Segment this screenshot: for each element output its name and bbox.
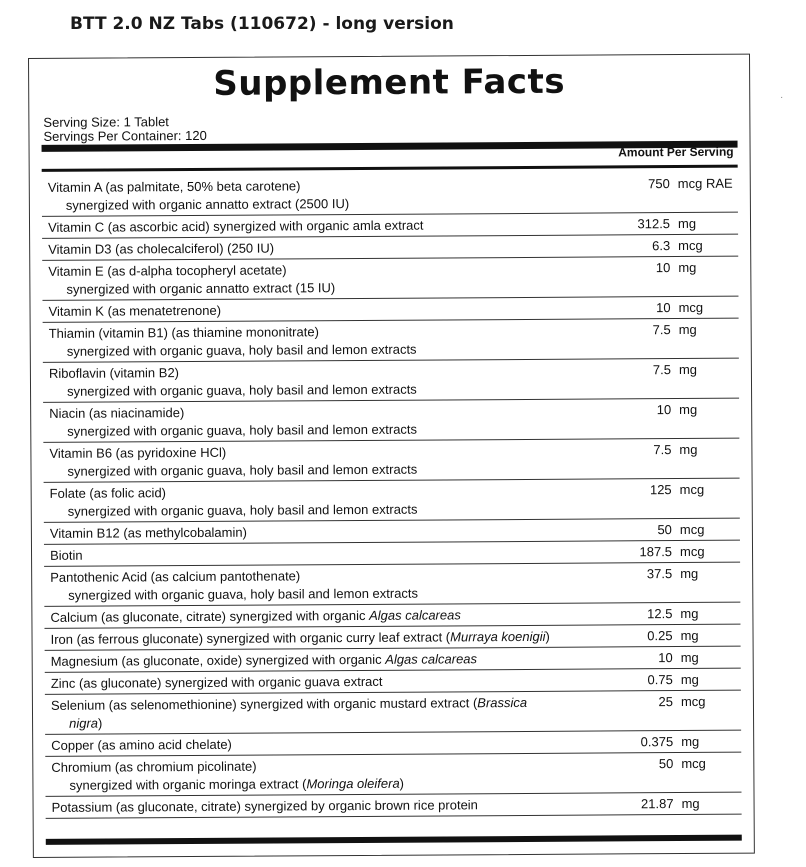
amount-unit: mcg xyxy=(680,693,706,710)
amount-value: 50 xyxy=(658,756,674,772)
nutrient-row xyxy=(44,563,740,607)
amount-value: 21.87 xyxy=(640,796,674,812)
nutrient-synergy: synergized with organic annatto extract (2500 IU) xyxy=(65,196,350,213)
nutrient-synergy: synergized with organic guava, holy basil and lemon extracts xyxy=(67,421,418,439)
amount-unit: mg xyxy=(680,671,699,688)
nutrient-synergy: synergized with organic guava, holy basil and lemon extracts xyxy=(66,341,417,359)
nutrient-row xyxy=(45,691,741,735)
nutrient-synergy: synergized with organic guava, holy basil and lemon extracts xyxy=(67,501,418,519)
amount-value: 10 xyxy=(658,650,673,666)
supplement-facts-panel xyxy=(28,54,755,858)
nutrient-name: Folate (as folic acid) xyxy=(49,485,167,501)
nutrient-amount xyxy=(620,605,740,624)
nutrient-name: Magnesium (as gluconate, oxide) synergized with organic Algas calcareas xyxy=(50,651,478,669)
nutrient-name: Vitamin B12 (as methylcobalamin) xyxy=(49,524,247,541)
serving-size: Serving Size: 1 Tablet xyxy=(43,114,169,130)
servings-per-container: Servings Per Container: 120 xyxy=(43,127,207,144)
nutrient-name: Zinc (as gluconate) synergized with organic guava extract xyxy=(50,673,383,691)
nutrient-row xyxy=(43,439,739,483)
nutrient-amount xyxy=(618,259,738,278)
nutrient-name: Chromium (as chromium picolinate) xyxy=(51,758,257,775)
amount-value: 10 xyxy=(656,300,671,316)
nutrient-row xyxy=(45,753,741,797)
nutrient-row xyxy=(44,479,740,523)
nutrient-name: Biotin xyxy=(49,547,83,563)
amount-unit: mcg xyxy=(679,543,705,560)
amount-unit: mg xyxy=(680,565,699,582)
amount-unit: mcg xyxy=(678,299,704,316)
amount-unit: mcg xyxy=(678,237,703,254)
amount-value: 25 xyxy=(658,694,673,710)
nutrient-name: Vitamin C (as ascorbic acid) synergized with organic amla extract xyxy=(47,217,424,235)
nutrient-name: Selenium (as selenomethionine) synergized with organic mustard extract (Brassica xyxy=(50,694,528,713)
amount-unit: mg xyxy=(679,441,698,458)
nutrient-amount xyxy=(620,521,740,540)
nutrient-row xyxy=(42,257,738,301)
nutrient-amount xyxy=(621,671,741,690)
amount-unit: mg xyxy=(680,627,699,644)
nutrient-amount xyxy=(621,733,741,752)
nutrient-amount xyxy=(618,175,738,194)
amount-unit: mcg xyxy=(679,521,705,538)
amount-value: 6.3 xyxy=(652,238,671,254)
nutrient-amount xyxy=(621,693,741,712)
nutrient-row xyxy=(43,319,739,363)
amount-unit: mcg xyxy=(679,481,705,498)
amount-unit: mg xyxy=(677,215,697,232)
nutrient-name: Copper (as amino acid chelate) xyxy=(51,736,232,753)
facts-heading: Supplement Facts xyxy=(213,61,566,104)
nutrient-amount xyxy=(620,543,740,562)
amount-value: 0.375 xyxy=(640,734,674,750)
amount-unit: mg xyxy=(678,321,697,338)
nutrient-name: Vitamin A (as palmitate, 50% beta carotene) xyxy=(47,178,301,195)
amount-unit: mcg RAE xyxy=(677,175,733,192)
nutrient-name: Calcium (as gluconate, citrate) synergized with organic Algas calcareas xyxy=(50,607,461,625)
nutrient-name: Potassium (as gluconate, citrate) synergized by organic brown rice protein xyxy=(51,797,478,815)
amount-value: 10 xyxy=(655,260,671,276)
nutrient-synergy: synergized with organic annatto extract (15 IU) xyxy=(66,280,336,297)
nutrient-rows xyxy=(42,173,742,819)
scan-mark: · xyxy=(780,92,784,103)
nutrient-synergy: synergized with organic moringa extract (Moringa oleifera) xyxy=(69,775,405,793)
nutrient-amount xyxy=(618,215,738,234)
amount-value: 187.5 xyxy=(639,544,673,560)
nutrient-amount xyxy=(619,441,739,460)
nutrient-row xyxy=(43,399,739,443)
nutrient-synergy: synergized with organic guava, holy basil and lemon extracts xyxy=(67,461,418,479)
nutrient-row xyxy=(42,173,738,217)
nutrient-synergy: nigra) xyxy=(69,715,103,731)
document-title: BTT 2.0 NZ Tabs (110672) - long version xyxy=(70,14,454,34)
nutrient-amount xyxy=(618,299,738,318)
amount-value: 7.5 xyxy=(653,442,672,458)
nutrient-amount xyxy=(621,649,741,668)
amount-value: 0.25 xyxy=(647,628,673,644)
amount-unit: mg xyxy=(678,259,697,276)
nutrient-row xyxy=(43,359,739,403)
divider-header xyxy=(42,165,738,172)
nutrient-name: Riboflavin (vitamin B2) xyxy=(48,365,180,381)
amount-value: 12.5 xyxy=(647,606,673,622)
nutrient-amount xyxy=(620,627,740,646)
nutrient-amount xyxy=(620,481,740,500)
nutrient-name: Vitamin E (as d-alpha tocopheryl acetate) xyxy=(48,262,287,279)
nutrient-name: Niacin (as niacinamide) xyxy=(49,405,185,421)
nutrient-amount xyxy=(621,755,741,774)
amount-value: 50 xyxy=(657,522,672,538)
nutrient-amount xyxy=(622,795,742,814)
amount-value: 0.75 xyxy=(647,672,673,688)
amount-unit: mg xyxy=(681,733,700,750)
amount-value: 312.5 xyxy=(637,216,671,232)
amount-value: 7.5 xyxy=(652,362,671,378)
nutrient-name: Thiamin (vitamin B1) (as thiamine mononitrate) xyxy=(48,324,319,341)
nutrient-name: Vitamin D3 (as cholecalciferol) (250 IU) xyxy=(48,240,275,257)
amount-unit: mg xyxy=(678,361,698,378)
nutrient-name: Vitamin K (as menatetrenone) xyxy=(48,302,222,319)
amount-unit: mg xyxy=(679,401,698,418)
amount-value: 750 xyxy=(648,176,670,192)
amount-value: 125 xyxy=(649,482,672,498)
amount-value: 10 xyxy=(656,402,672,418)
amount-unit: mcg xyxy=(681,755,706,772)
amount-value: 37.5 xyxy=(646,566,673,582)
nutrient-amount xyxy=(620,565,740,584)
nutrient-synergy: synergized with organic guava, holy basil and lemon extracts xyxy=(68,585,419,603)
nutrient-name: Iron (as ferrous gluconate) synergized with organic curry leaf extract (Murraya koenigii) xyxy=(50,628,550,647)
nutrient-name: Pantothenic Acid (as calcium pantothenate) xyxy=(50,568,301,585)
amount-value: 7.5 xyxy=(652,322,671,338)
nutrient-amount xyxy=(619,361,739,380)
nutrient-synergy: synergized with organic guava, holy basil and lemon extracts xyxy=(66,381,417,399)
divider-thick-bottom xyxy=(46,835,742,845)
amount-unit: mg xyxy=(680,649,699,666)
amount-unit: mg xyxy=(681,795,700,812)
amount-per-serving-header: Amount Per Serving xyxy=(618,144,734,160)
nutrient-name: Vitamin B6 (as pyridoxine HCl) xyxy=(49,444,227,461)
nutrient-row xyxy=(46,793,742,819)
amount-unit: mg xyxy=(680,605,699,622)
nutrient-amount xyxy=(619,401,739,420)
nutrient-amount xyxy=(619,321,739,340)
nutrient-amount xyxy=(618,237,738,256)
